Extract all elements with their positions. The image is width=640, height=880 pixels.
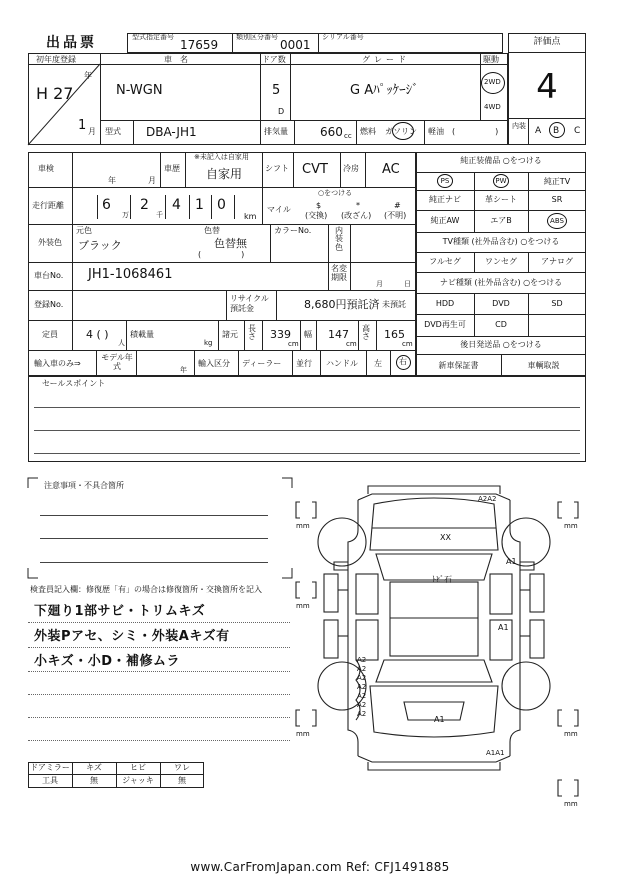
color-no-label: カラーNo.: [274, 226, 312, 235]
mark-rear-bumper: A1A1: [486, 749, 505, 757]
doors-label: ドア数: [262, 55, 286, 64]
later-warranty: 新車保証書: [438, 361, 479, 370]
height-value: 165: [384, 328, 405, 341]
equipment-title: 純正装備品 ○をつける: [460, 156, 542, 165]
mark-tailgate: A1: [434, 715, 445, 724]
inspector-note-2: 外装Pアセ、シミ・外装Aキズ有: [34, 629, 230, 644]
displacement-value: 660: [320, 125, 343, 139]
mark-a2-2: A2: [357, 665, 367, 673]
mm-label-2: mm: [564, 522, 578, 530]
ac-label: 冷房: [343, 164, 359, 173]
first-reg-label: 初年度登録: [36, 55, 76, 64]
tools-header-break: ワレ: [174, 763, 190, 772]
interior-grade-c: C: [574, 126, 581, 136]
mm-label-6: mm: [564, 800, 578, 808]
inspector-note-1: 下廻り1部サビ・トリムキズ: [34, 604, 206, 619]
interior-color-label: 内装色: [335, 226, 343, 252]
registration-label: 登録No.: [34, 300, 64, 309]
shaken-year-unit: 年: [108, 176, 116, 185]
dims-label: 諸元: [222, 330, 238, 339]
sales-point-box: [28, 376, 586, 462]
tv-oneseg: ワンセグ: [485, 257, 517, 266]
mileage-label: 走行距離: [32, 201, 64, 210]
notes-label: 注意事項・不具合箇所: [44, 481, 124, 490]
notes-bracket: [28, 478, 292, 578]
repaint-paren: ( ): [198, 250, 245, 259]
mm-label-5: mm: [564, 730, 578, 738]
mark-hood: XX: [440, 533, 451, 542]
first-reg-year-unit: 年: [84, 71, 92, 80]
navi-dvd: DVD: [492, 299, 510, 308]
mileage-man: 万: [122, 211, 129, 219]
mm-label-4: mm: [296, 730, 310, 738]
model-designation-value: 17659: [180, 38, 219, 52]
mileage-tampered-sym: *: [356, 201, 360, 210]
type-label: 型式: [105, 127, 121, 136]
model-designation-label: 型式指定番号: [132, 33, 174, 41]
mileage-exchange-sym: $: [316, 201, 322, 210]
tools-tool-value: 無: [90, 776, 98, 785]
tools-jack-label: ジャッキ: [122, 776, 154, 785]
length-cm: cm: [288, 340, 299, 348]
mileage-digit-4: 1: [195, 197, 204, 213]
mileage-sen: 千: [156, 211, 163, 219]
later-title: 後日発送品 ○をつける: [460, 340, 542, 349]
inspector-label: 検査員記入欄：修復歴「有」の場合は修復箇所・交換箇所を記入: [30, 585, 262, 594]
equip-abs: ABS: [550, 217, 564, 225]
import-dealer: ディーラー: [242, 359, 282, 368]
cc-unit: cc: [344, 132, 352, 140]
length-label: 長さ: [248, 324, 256, 342]
height-label: 高さ: [362, 324, 370, 342]
history-note: ※未記入は自家用: [194, 153, 249, 161]
interior-grade-b: B: [553, 126, 560, 136]
equip-sr: SR: [551, 195, 563, 204]
equip-ps: PS: [440, 177, 450, 185]
load-label: 積載量: [130, 330, 154, 339]
first-reg-year: H 27: [36, 84, 74, 103]
tools-tool-label: 工具: [42, 776, 58, 785]
chassis-value: JH1-1068461: [88, 267, 173, 282]
mm-label-3: mm: [296, 602, 310, 610]
mark-a2-5: A2: [357, 692, 367, 700]
drive-2wd: 2WD: [484, 78, 501, 86]
fuel-label: 燃料: [360, 127, 376, 136]
mark-front-bumper: A2A2: [478, 495, 497, 503]
first-reg-month: 1: [78, 118, 87, 133]
capacity-label: 定員: [42, 330, 58, 339]
load-kg: kg: [204, 339, 213, 347]
mileage-mile: マイル: [267, 205, 291, 214]
mm-label-1: mm: [296, 522, 310, 530]
car-diagram: [294, 470, 594, 810]
history-label: 車歴: [164, 164, 180, 173]
mileage-digit-5: 0: [217, 197, 226, 213]
mileage-unknown-sym: #: [394, 201, 401, 210]
interior-grade-a: A: [535, 126, 542, 136]
equip-aw: 純正AW: [430, 216, 460, 225]
mileage-circle-note: ○をつける: [318, 189, 353, 197]
grade-label: グレード: [362, 55, 410, 64]
mark-a2-7: A2: [357, 710, 367, 718]
navi-dvd-play: DVD再生可: [424, 320, 466, 329]
sheet-title: 出品票: [46, 35, 97, 51]
footer-ref: www.CarFromJapan.com Ref: CFJ1491885: [190, 860, 450, 874]
sales-point-label: セールスポイント: [42, 379, 106, 388]
repaint-label: 色替: [204, 226, 220, 235]
category-label: 類別区分番号: [236, 33, 278, 41]
width-label: 幅: [304, 330, 312, 339]
interior-label: 内装: [512, 122, 526, 130]
import-parallel: 並行: [296, 359, 312, 368]
mark-a2-3: A2: [357, 674, 367, 682]
score-label: 評価点: [533, 37, 561, 47]
name-change-month: 月: [376, 280, 383, 288]
original-color-label: 元色: [76, 226, 92, 235]
tools-header-crack: ヒビ: [130, 763, 146, 772]
tv-title: TV種類 (社外品含む) ○をつける: [442, 237, 560, 246]
length-value: 339: [270, 328, 291, 341]
shaken-label: 車検: [38, 164, 54, 173]
original-color-value: ブラック: [78, 239, 122, 252]
recycle-value: 8,680円預託済: [304, 298, 380, 311]
drive-4wd: 4WD: [484, 103, 501, 111]
car-name-label: 車 名: [164, 55, 188, 64]
mark-right-door: A1: [498, 623, 509, 632]
equip-navi: 純正ナビ: [429, 195, 461, 204]
mileage-exchange: (交換): [305, 211, 328, 220]
import-label: 輸入車のみ⇒: [34, 359, 81, 368]
tools-header-mirror: ドアミラー: [30, 763, 70, 772]
navi-sd: SD: [551, 299, 563, 308]
light-oil-label: 軽油: [428, 127, 444, 136]
mileage-digit-1: 6: [102, 197, 111, 213]
door-type: D: [278, 107, 285, 116]
first-reg-month-unit: 月: [88, 127, 96, 136]
drive-label: 駆動: [483, 55, 499, 64]
mark-a2-6: A2: [357, 701, 367, 709]
inspector-note-3: 小キズ・小D・補修ムラ: [34, 654, 181, 669]
width-cm: cm: [346, 340, 357, 348]
navi-cd: CD: [495, 320, 507, 329]
handle-right: 右: [399, 357, 407, 366]
name-change-label: 名変期限: [331, 264, 347, 282]
chassis-label: 車台No.: [34, 271, 64, 280]
capacity-value: 4 ( ): [86, 328, 109, 341]
tv-fullseg: フルセグ: [429, 257, 461, 266]
category-value: 0001: [280, 38, 311, 52]
name-change-day: 日: [404, 280, 411, 288]
navi-title: ナビ種類 (社外品含む) ○をつける: [439, 278, 563, 287]
mileage-km: km: [244, 212, 257, 221]
ac-value: AC: [382, 162, 400, 177]
model-year-unit: 年: [180, 366, 187, 374]
later-manual: 車輌取説: [527, 361, 560, 370]
capacity-unit: 人: [118, 339, 125, 347]
displacement-label: 排気量: [264, 127, 288, 136]
equip-tv: 純正TV: [543, 177, 571, 186]
equip-airbag: エアB: [490, 216, 512, 225]
tools-jack-value: 無: [178, 776, 186, 785]
shaken-month-unit: 月: [148, 176, 156, 185]
navi-hdd: HDD: [435, 299, 455, 308]
width-value: 147: [328, 328, 349, 341]
doors-value: 5: [272, 83, 281, 98]
recycle-label: リサイクル預託金: [230, 294, 269, 313]
mileage-digit-3: 4: [172, 197, 181, 213]
shift-label: シフト: [265, 164, 289, 173]
mileage-tampered: (改ざん): [341, 211, 372, 220]
history-value: 自家用: [206, 167, 243, 181]
fuel-value: ガソリン: [385, 127, 417, 136]
mark-right-front: A1: [506, 557, 517, 566]
tv-analog: アナログ: [541, 257, 573, 266]
height-cm: cm: [402, 340, 413, 348]
mark-a2-4: A2: [357, 683, 367, 691]
tools-header-scratch: キズ: [86, 763, 102, 772]
import-type-label: 輸入区分: [198, 359, 230, 368]
car-name-value: N-WGN: [116, 83, 163, 98]
mark-a2-1: A2: [357, 656, 367, 664]
equip-leather: 革シート: [485, 195, 517, 204]
recycle-unpaid: 未預託: [382, 300, 406, 309]
serial-label: シリアル番号: [322, 33, 364, 41]
repaint-value: 色替無: [214, 237, 247, 250]
model-year-label: モデル年式: [101, 353, 133, 372]
shift-value: CVT: [302, 162, 328, 177]
grade-value: G Aﾊﾟｯｹｰｼﾞ: [350, 83, 419, 98]
mark-windshield: ﾄﾋﾞ石: [432, 575, 452, 584]
score-value: 4: [536, 67, 558, 107]
equip-pw: PW: [495, 177, 507, 185]
light-oil-paren: ( ): [452, 127, 499, 136]
mileage-unknown: (不明): [384, 211, 407, 220]
mileage-digit-2: 2: [140, 197, 149, 213]
handle-label: ハンドル: [326, 359, 358, 368]
handle-left: 左: [374, 359, 382, 368]
type-value: DBA-JH1: [146, 125, 197, 139]
color-label: 外装色: [38, 238, 62, 247]
